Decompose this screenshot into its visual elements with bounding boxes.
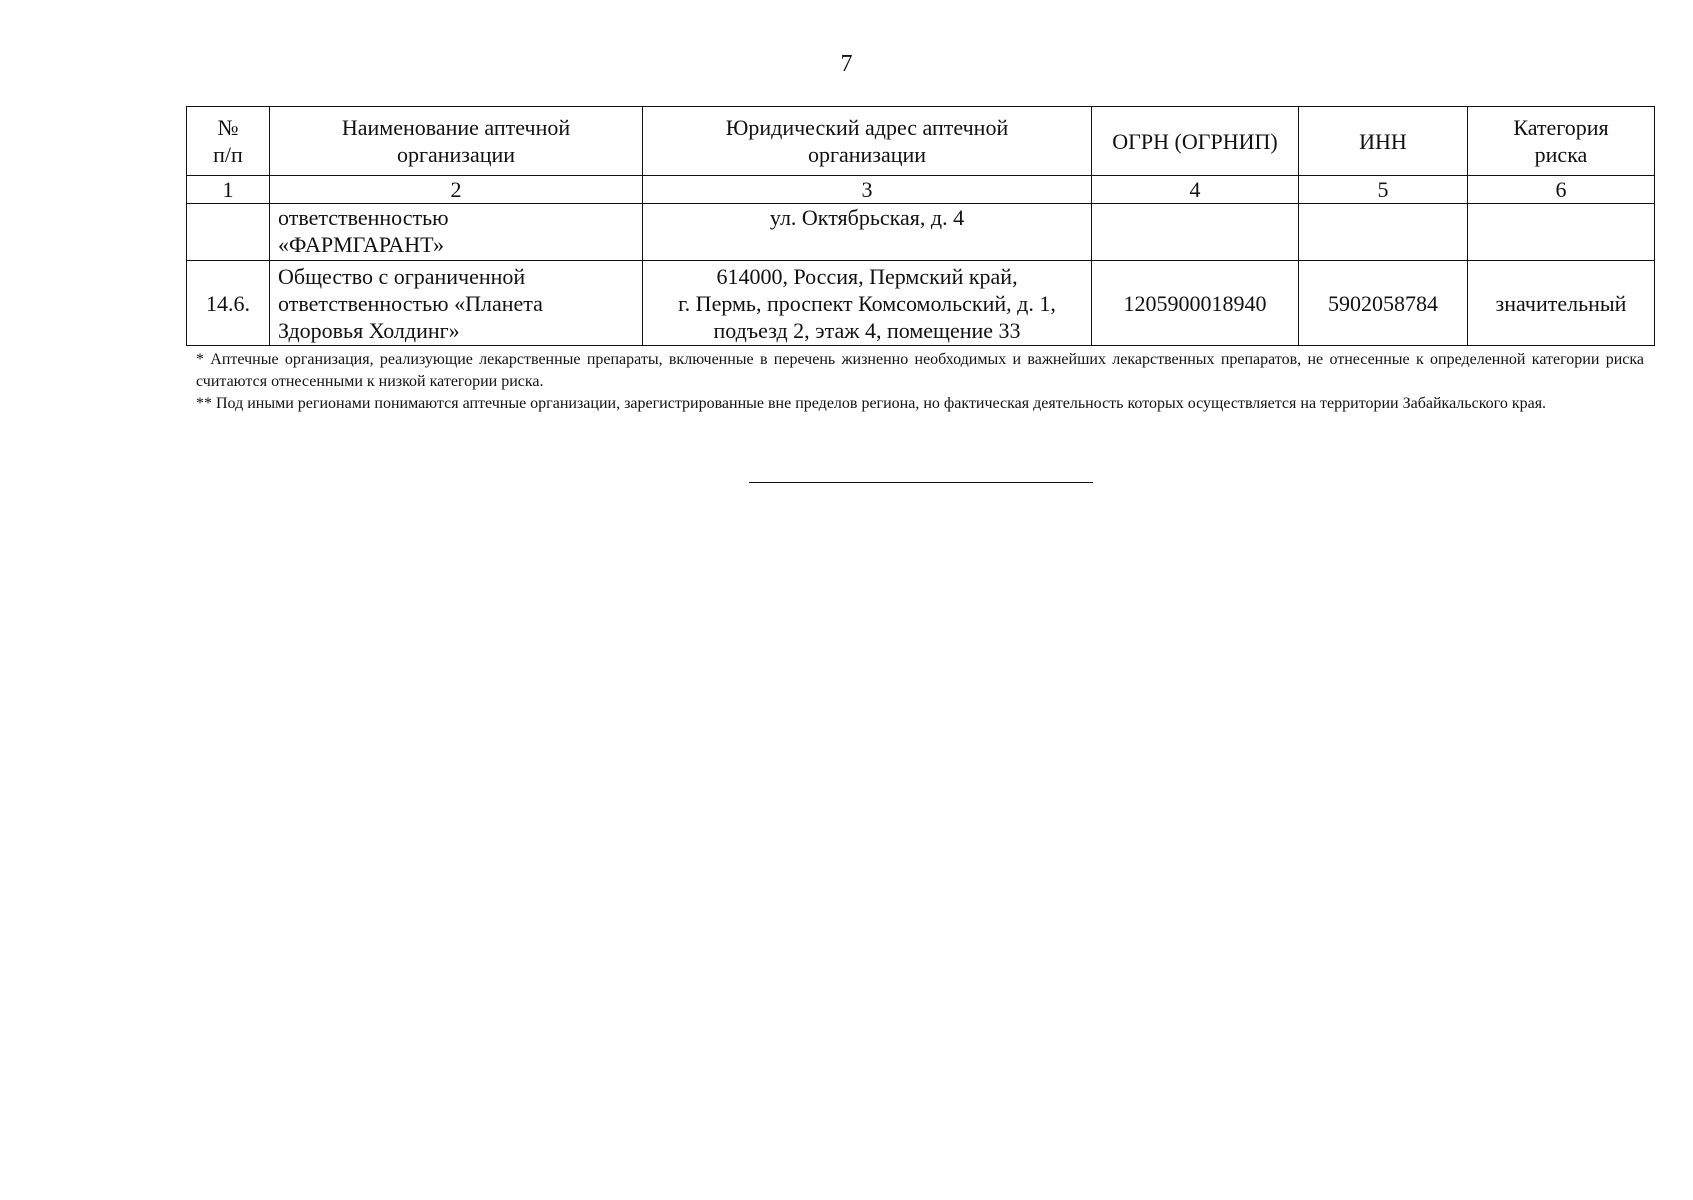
table-header-row — [187, 107, 1655, 176]
cell-risk — [1468, 204, 1655, 261]
page-number: 7 — [840, 51, 853, 77]
cell-ogrn: 1205900018940 — [1092, 261, 1299, 346]
footnote-one-asterisk: * Аптечные организация, реализующие лекарственные препараты, включенные в перечень жизненно необходимых и важнейших лекарственных препаратов, не отнесенные к определенной категории риска считаются отнесенными к низкой категории риска. — [196, 351, 1644, 390]
cell-ogrn — [1092, 204, 1299, 261]
column-number: 3 — [643, 176, 1092, 204]
pharmacy-registry-table — [186, 106, 1655, 346]
cell-name: ответственностью «ФАРМГАРАНТ» — [270, 204, 643, 261]
end-of-document-rule — [749, 482, 1093, 483]
column-number: 6 — [1468, 176, 1655, 204]
cell-address: ул. Октябрьская, д. 4 — [643, 204, 1092, 261]
column-number: 4 — [1092, 176, 1299, 204]
cell-address: 614000, Россия, Пермский край, г. Пермь, проспект Комсомольский, д. 1, подъезд 2, этаж 4, помещение 33 — [643, 261, 1092, 346]
table-row — [187, 204, 1655, 261]
cell-number: 14.6. — [187, 261, 270, 346]
column-number: 2 — [270, 176, 643, 204]
table-row — [187, 261, 1655, 346]
footnotes — [196, 349, 1644, 415]
column-number-row — [187, 176, 1655, 204]
header-ogrn: ОГРН (ОГРНИП) — [1092, 107, 1299, 176]
cell-risk: значительный — [1468, 261, 1655, 346]
cell-number — [187, 204, 270, 261]
column-number: 5 — [1299, 176, 1468, 204]
header-inn: ИНН — [1299, 107, 1468, 176]
cell-inn — [1299, 204, 1468, 261]
cell-inn: 5902058784 — [1299, 261, 1468, 346]
header-address: Юридический адрес аптечной организации — [643, 107, 1092, 176]
header-risk: Категория риска — [1468, 107, 1655, 176]
header-name: Наименование аптечной организации — [270, 107, 643, 176]
cell-name: Общество с ограниченной ответственностью «Планета Здоровья Холдинг» — [270, 261, 643, 346]
header-number: № п/п — [187, 107, 270, 176]
column-number: 1 — [187, 176, 270, 204]
footnote-two-asterisks: ** Под иными регионами понимаются аптечные организации, зарегистрированные вне пределов региона, но фактическая деятельность которых осуществляется на территории Забайкальского края. — [196, 395, 1547, 412]
